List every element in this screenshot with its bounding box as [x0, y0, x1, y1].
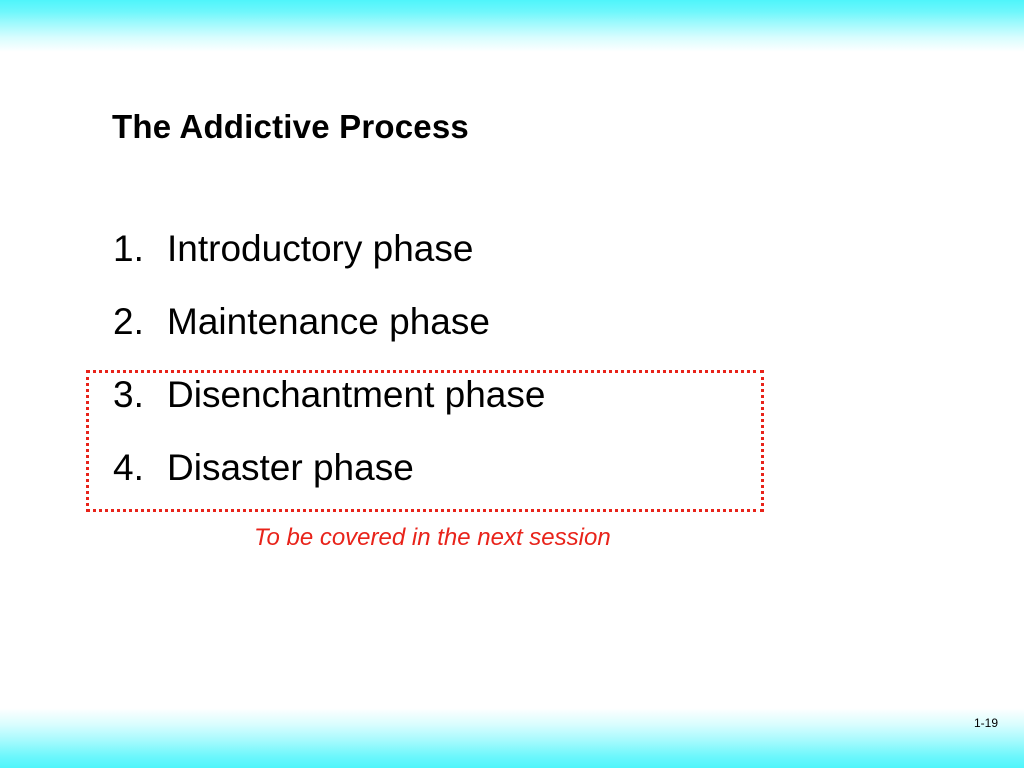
list-item — [113, 303, 813, 340]
slide-title: The Addictive Process — [112, 108, 469, 145]
decorative-bottom-band — [0, 708, 1024, 768]
list-item-number: 3. — [113, 374, 144, 415]
decorative-top-band — [0, 0, 1024, 52]
list-item-label: Disenchantment phase — [167, 374, 546, 415]
note-text: To be covered in the next session — [254, 524, 611, 551]
list-item-number: 4. — [113, 447, 144, 488]
list-item-number: 1. — [113, 228, 144, 269]
phase-list — [113, 230, 813, 522]
list-item-label: Maintenance phase — [167, 301, 490, 342]
page-number: 1-19 — [973, 716, 998, 730]
list-item-number: 2. — [113, 301, 144, 342]
list-item — [113, 449, 813, 486]
list-item — [113, 230, 813, 267]
list-item — [113, 376, 813, 413]
list-item-label: Introductory phase — [167, 228, 474, 269]
list-item-label: Disaster phase — [167, 447, 414, 488]
